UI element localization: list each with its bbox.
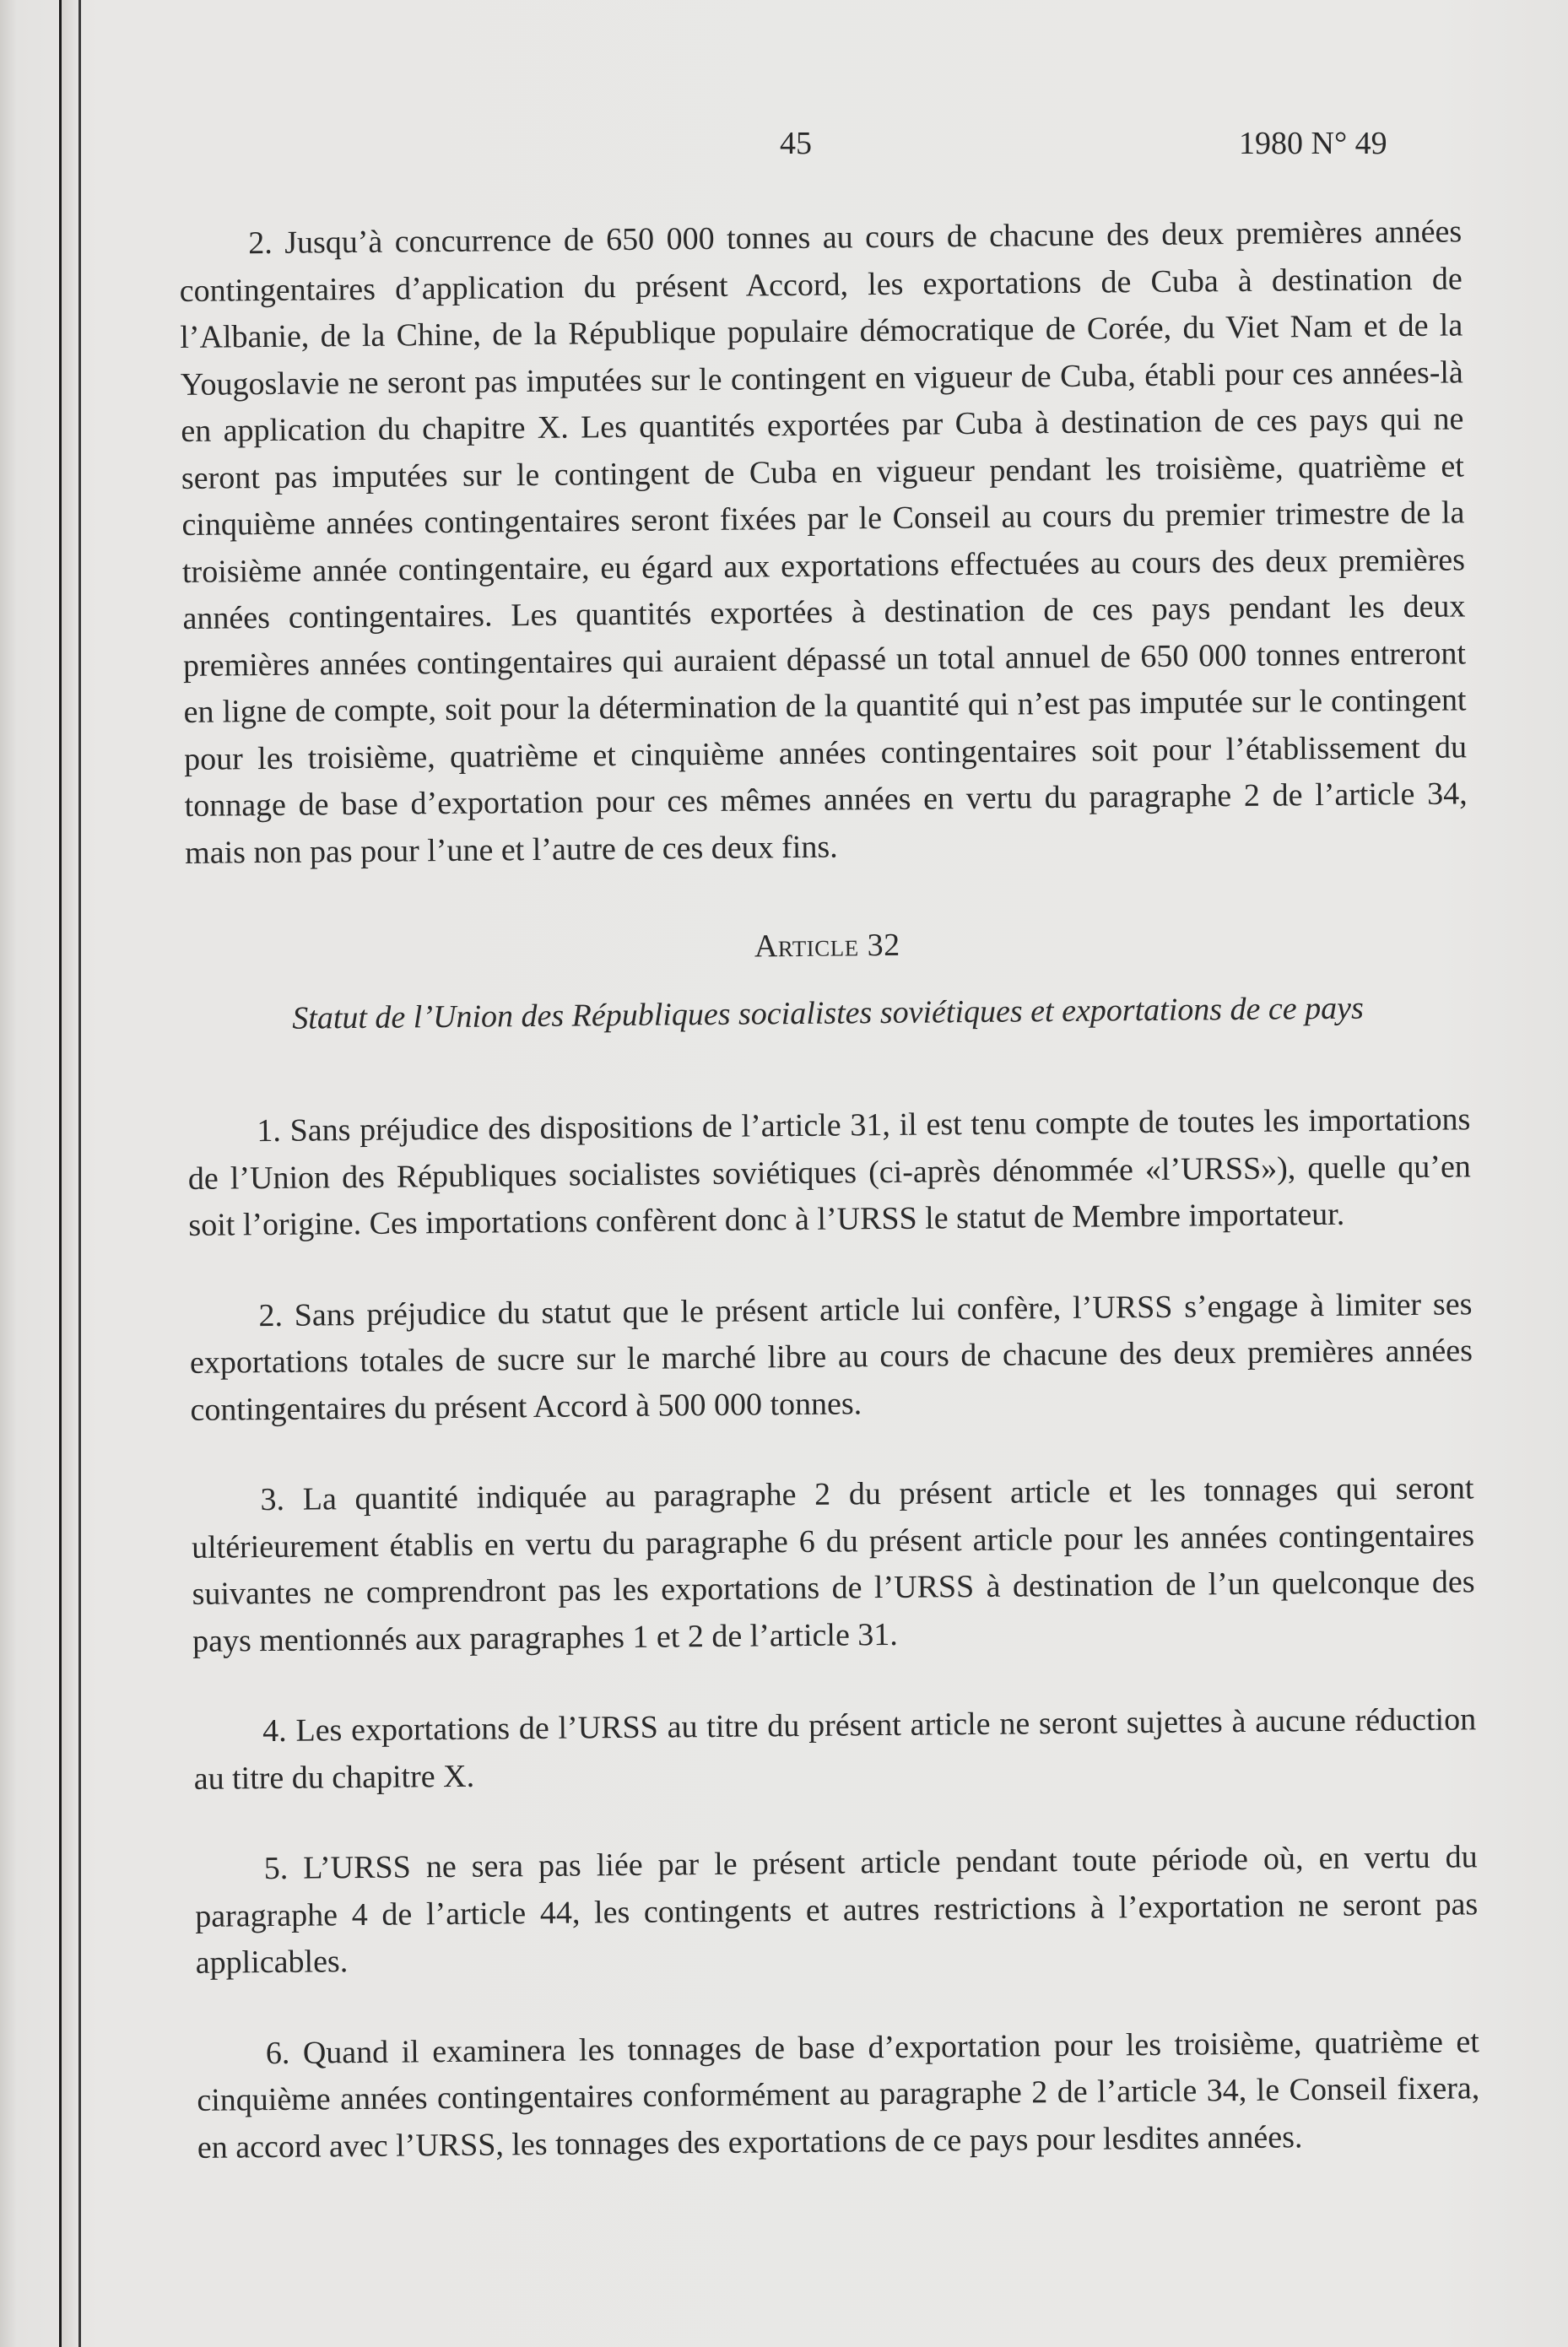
article-paragraph-5: 5. L’URSS ne sera pas liée par le présent article pendant toute période où, en vertu du paragraphe 4 de l’article 44, les contingents et autres restrictions à l’exportation ne seront pas applicables. xyxy=(195,1839,1479,1981)
document-reference: 1980 N° 49 xyxy=(1239,126,1387,161)
article-paragraph-4: 4. Les exportations de l’URSS au titre du présent article ne seront sujettes à aucune réduction au titre du chapitre X. xyxy=(193,1701,1477,1797)
paragraph-art31-2: 2. Jusqu’à concurrence de 650 000 tonnes au cours de chacune des deux premières années contingentaires d’application du présent Accord, les exportations de Cuba à destination de l’Albanie, de la Chine, de la République populaire démocratique de Corée, du Viet Nam et de la Yougoslavie ne seront pas imputées sur le contingent en vigueur de Cuba, établi pour ces années-là en application du chapitre X. Les quantités exportées par Cuba à destination de ces pays qui ne seront pas imputées sur le contingent de Cuba en vigueur pendant les troisième, quatrième et cinquième années contingentaires seront fixées par le Conseil au cours du premier trimestre de la troisième année contingentaire, eu égard aux exportations effectuées au cours des deux premières années contingentaires. Les quantités exportées à destination de ces pays pendant les deux premières années contingentaires qui auraient dépassé un total annuel de 650 000 tonnes entreront en ligne de compte, soit pour la détermination de la quantité qui n’est pas imputée sur le contingent pour les troisième, quatrième et cinquième années contingentaires soit pour l’établissement du tonnage de base d’exportation pour ces mêmes années en vertu du paragraphe 2 de l’article 34, mais non pas pour l’une et l’autre de ces deux fins. xyxy=(179,214,1468,871)
article-paragraph-6: 6. Quand il examinera les tonnages de base d’exportation pour les troisième, quatrième et cinquième années contingentaires conformément au paragraphe 2 de l’article 34, le Conseil fixera, en accord avec l’URSS, les tonnages des exportations de ce pays pour lesdites années. xyxy=(197,2023,1480,2166)
article-paragraph-2: 2. Sans préjudice du statut que le présent article lui confère, l’URSS s’engage à limiter ses exportations totales de sucre sur le marché libre au cours de chacune des deux premières années contingentaires du présent Accord à 500 000 tonnes. xyxy=(189,1285,1473,1428)
page-number: 45 xyxy=(780,126,812,161)
article-paragraph-1: 1. Sans préjudice des dispositions de l’article 31, il est tenu compte de toutes les importations de l’Union des Républiques socialistes soviétiques (ci-après dénommée «l’URSS»), quelle qu’en soit l’origine. Ces importations confèrent donc à l’URSS le statut de Membre importateur. xyxy=(187,1101,1472,1243)
article-paragraph-3: 3. La quantité indiquée au paragraphe 2 du présent article et les tonnages qui seront ultérieurement établis en vertu du paragraphe 6 du présent article pour les années contingentaires suivantes ne comprendront pas les exportations de l’URSS à destination de l’un quelconque des pays mentionnés aux paragraphes 1 et 2 de l’article 31. xyxy=(191,1470,1475,1659)
body-text xyxy=(179,208,1480,2171)
page-header xyxy=(0,125,1568,167)
binding-edge xyxy=(59,0,81,2347)
article-heading: Article 32 xyxy=(754,927,900,965)
article-subtitle: Statut de l’Union des Républiques socialistes soviétiques et exportations de ce pays xyxy=(292,990,1365,1036)
